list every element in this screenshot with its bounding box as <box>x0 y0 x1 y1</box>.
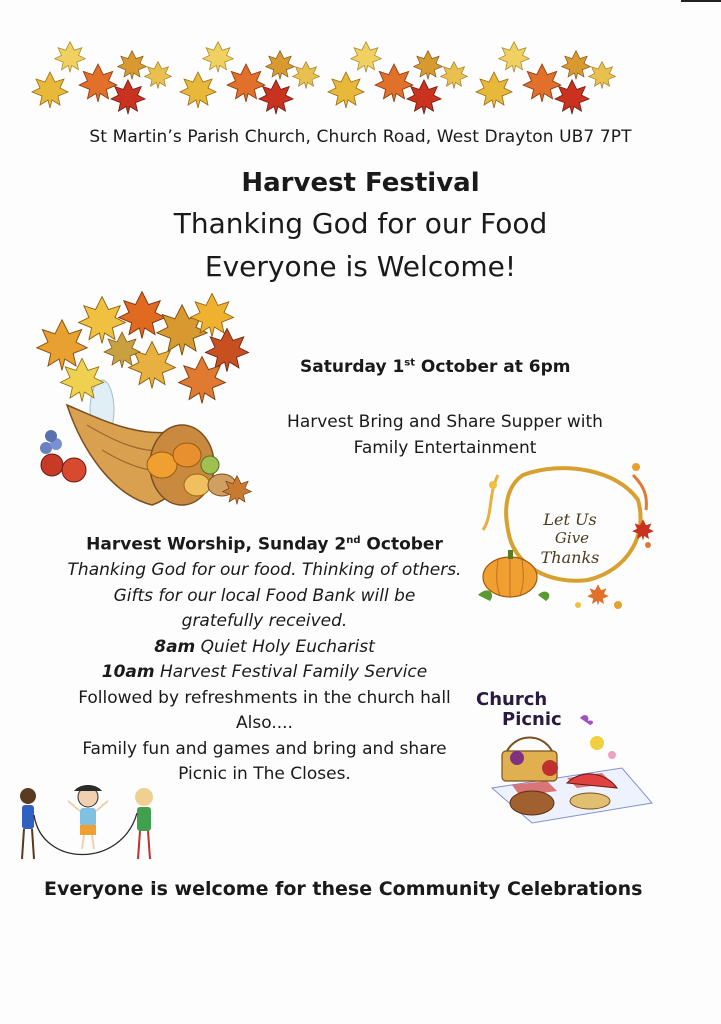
autumn-leaf-border <box>20 35 620 120</box>
children-skipping-illustration <box>12 783 167 868</box>
church-address: St Martin’s Parish Church, Church Road, West Drayton UB7 7PT <box>89 127 632 147</box>
saturday-supper-details <box>250 409 640 461</box>
sunday-line-2: Gifts for our local Food Bank will be <box>113 585 416 606</box>
sunday-heading: Harvest Worship, Sunday 2nd October <box>86 534 443 555</box>
give-thanks-line-1: Let Us <box>543 510 597 529</box>
sunday-line-7: Picnic in The Closes. <box>178 764 351 785</box>
sunday-line-3: gratefully received. <box>181 611 348 632</box>
scan-edge-line <box>681 0 721 2</box>
sunday-line-6: Family fun and games and bring and share <box>82 738 447 759</box>
sunday-line-4: Followed by refreshments in the church hall <box>78 687 451 708</box>
saturday-date: Saturday 1st October at 6pm <box>300 357 571 377</box>
give-thanks-line-3: Thanks <box>540 548 600 567</box>
service-2: 10am Harvest Festival Family Service <box>101 662 428 683</box>
church-picnic-graphic <box>472 683 657 828</box>
sunday-line-1: Thanking God for our food. Thinking of others. <box>67 560 462 581</box>
page-title: Harvest Festival <box>241 168 480 198</box>
footer-welcome: Everyone is welcome for these Community Celebrations <box>44 878 643 900</box>
supper-line-2: Family Entertainment <box>353 438 537 458</box>
cornucopia-illustration <box>32 290 257 520</box>
sunday-worship-details <box>42 528 487 788</box>
give-thanks-graphic <box>468 455 658 620</box>
subtitle-food: Thanking God for our Food <box>173 207 548 240</box>
supper-line-1: Harvest Bring and Share Supper with <box>287 412 603 432</box>
picnic-title-2: Picnic <box>502 709 562 730</box>
sunday-line-5: Also.... <box>236 713 293 734</box>
give-thanks-line-2: Give <box>554 529 590 547</box>
subtitle-welcome: Everyone is Welcome! <box>204 250 517 283</box>
service-1: 8am Quiet Holy Eucharist <box>154 636 375 657</box>
picnic-title-1: Church <box>476 689 548 710</box>
